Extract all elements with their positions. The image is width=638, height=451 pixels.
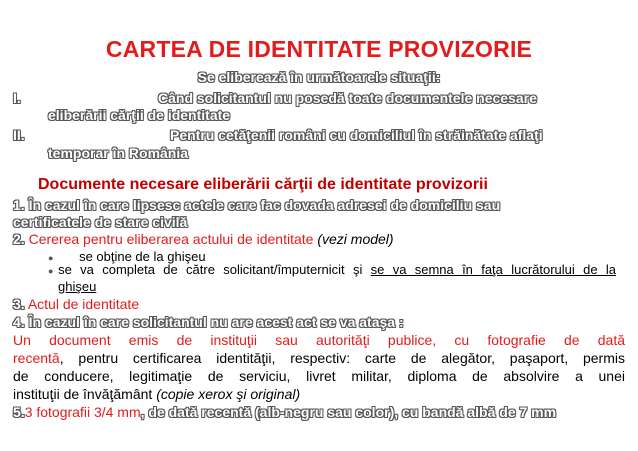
item-2-bullet-2-text: se va completa de către solicitant/împuternicit şi: [58, 262, 363, 277]
item-4-text: În cazul în care solicitantul nu are acest act se va ataşa :: [28, 314, 404, 330]
section-title: Documente necesare eliberării cărţii de identitate provizorii: [38, 176, 488, 193]
item-3: [13, 296, 139, 312]
situations-heading: Se eliberează în următoarele situaţii:: [197, 69, 441, 85]
situation-2-continuation: temporar în România: [48, 145, 189, 161]
item-5-rest: , de dată recentă (alb-negru sau color), cu bandă albă de 7 mm: [140, 404, 557, 420]
situation-2-text: Pentru cetăţenii români cu domiciliul în străinătate aflaţi: [170, 127, 543, 143]
item-2: [13, 231, 394, 247]
page-title: CARTEA DE IDENTITATE PROVIZORIE: [105, 36, 533, 62]
situation-1-continuation: eliberării cărţii de identitate: [48, 107, 231, 123]
item-4-body-line-3: de conducere, legitimaţie de serviciu, livret militar, diploma de absolvire a unei: [13, 368, 625, 384]
item-4: [13, 314, 404, 330]
item-2-number: 2.: [13, 231, 25, 247]
item-1: [13, 197, 500, 213]
item-3-number: 3.: [13, 296, 25, 312]
item-1-continuation: certificatele de stare civilă: [13, 214, 188, 230]
item-4-body-line-2-rest: , pentru certificarea identităţii, respectiv: carte de alegător, paşaport, permis: [59, 350, 625, 366]
item-1-number: 1.: [13, 197, 25, 213]
item-5: [13, 404, 556, 420]
item-2-bullet-1-text: se obţine de la ghişeu: [79, 249, 206, 264]
item-4-body-line-4: [13, 386, 300, 402]
situation-1-number: I.: [13, 90, 21, 106]
item-4-number: 4.: [13, 314, 25, 330]
item-4-body-line-1: Un document emis de instituţii sau autorităţi publice, cu fotografie de dată: [13, 332, 625, 348]
item-4-body-line-2: [13, 350, 625, 366]
item-2-bullet-2-underlined: se va semna în faţa lucrătorului de la: [370, 262, 616, 277]
item-2-text: Cererea pentru eliberarea actului de identitate: [28, 231, 314, 247]
item-4-body-note: (copie xerox şi original): [156, 386, 301, 402]
item-1-text: În cazul în care lipsesc actele care fac dovada adresei de domiciliu sau: [28, 197, 501, 213]
item-4-body-line-4-text: instituţii de învăţământ: [13, 386, 153, 402]
item-2-bullet-2-continuation: ghişeu: [58, 279, 97, 294]
item-2-note: (vezi model): [317, 231, 394, 247]
bullet-icon: ●: [48, 253, 54, 263]
item-2-bullet-2: [48, 262, 616, 277]
item-5-red-text: 3 fotografii 3/4 mm: [24, 404, 141, 420]
bullet-icon: ●: [48, 266, 59, 276]
item-5-number: 5.: [13, 404, 25, 420]
situation-2-number: II.: [13, 127, 25, 143]
situation-1-text: Când solicitantul nu posedă toate documentele necesare: [158, 90, 537, 106]
item-3-text: Actul de identitate: [27, 296, 140, 312]
item-4-body-recent: recentă: [13, 350, 60, 366]
